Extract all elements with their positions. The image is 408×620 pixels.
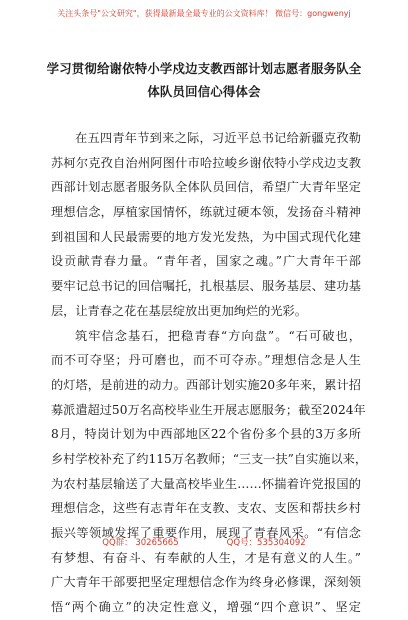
- document-title-line-2: 体队员回信心得体会: [147, 84, 261, 99]
- paragraph-line: 筑牢信念基石，把稳青春“方向盘”。“石可破也，: [75, 328, 361, 343]
- paragraph-line: 要牢记总书记的回信嘱托，扎根基层、服务基层、建功基: [51, 279, 361, 294]
- paragraph-line: 理想信念，厚植家国情怀，练就过硬本领，发扬奋斗精神: [51, 205, 361, 220]
- paragraph-line: 为农村基层输送了大量高校毕业生……怀揣着许党报国的: [51, 476, 361, 491]
- paragraph-line: 西部计划志愿者服务队全体队员回信，希望广大青年坚定: [51, 180, 361, 195]
- document-title-line-1: 学习贯彻给谢依特小学戍边支教西部计划志愿者服务队全: [46, 61, 362, 76]
- paragraph-line: 而不可夺坚；丹可磨也，而不可夺赤。”理想信念是人生: [51, 353, 361, 368]
- paragraph-line: 振兴等领域发挥了重要作用，展现了青春风采。“有信念: [51, 526, 361, 540]
- paragraph-line: 苏柯尔克孜自治州阿图什市哈拉峻乡谢依特小学戍边支教: [51, 155, 361, 170]
- paragraph-line: 8月，特岗计划为中西部地区22个省份多个县的3万多所: [51, 427, 361, 442]
- qq-account-number: QQ号：535304092: [226, 538, 306, 548]
- paragraph-line: 层，让青春之花在基层绽放出更加绚烂的光彩。: [51, 303, 307, 318]
- paragraph-line: 悟“两个确立”的决定性意义，增强“四个意识”、坚定: [51, 600, 361, 615]
- promo-banner: 关注头条号"公文研究"，获得最新最全最专业的公文资料库！ 微信号：gongwenyj: [57, 9, 351, 18]
- paragraph-line: 有梦想、有奋斗、有奉献的人生，才是有意义的人生。”: [51, 550, 361, 565]
- contact-footer: [0, 538, 408, 549]
- paragraph-line: 广大青年干部要把坚定理想信念作为终身必修课，深刻领: [51, 575, 361, 590]
- paragraph-line: 理想信念，这些有志青年在支教、支农、支医和帮扶乡村: [51, 501, 361, 516]
- paragraph-line: 的灯塔，是前进的动力。西部计划实施20多年来，累计招: [51, 377, 361, 392]
- paragraph-line: 到祖国和人民最需要的地方发光发热，为中国式现代化建: [51, 229, 361, 244]
- paragraph-line: 募派遣超过50万名高校毕业生开展志愿服务；截至2024年: [51, 402, 366, 417]
- paragraph-line: 乡村学校补充了约115万名教师；“三支一扶”自实施以来，: [51, 451, 368, 466]
- paragraph-line: 设贡献青春力量。“青年者，国家之魂。”广大青年干部: [51, 254, 361, 269]
- paragraph-line: 在五四青年节到来之际，习近平总书记给新疆克孜勒: [75, 131, 361, 145]
- qq-group-number: QQ群： 30265665: [102, 538, 179, 548]
